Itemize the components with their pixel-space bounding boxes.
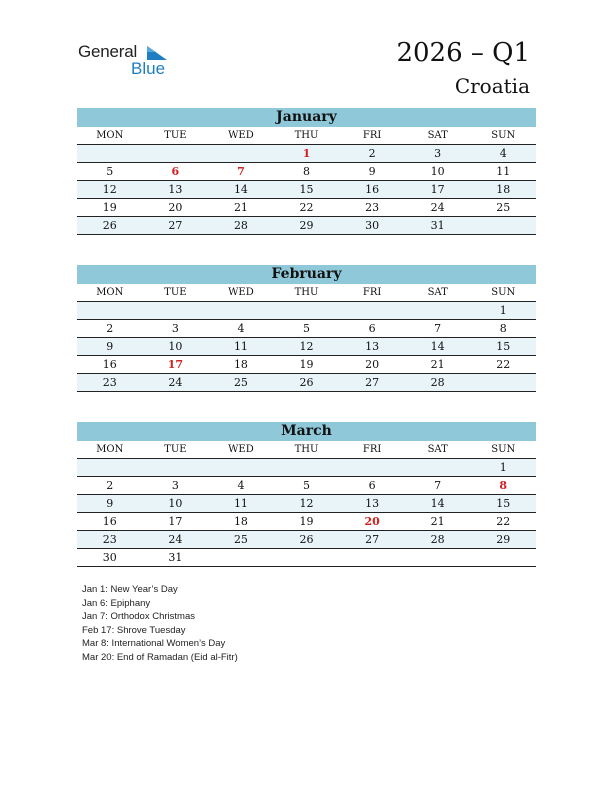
day-cell: 9	[368, 165, 376, 178]
day-cell: 26	[299, 533, 314, 546]
empty-cell	[339, 549, 405, 566]
day-cell: 3	[171, 322, 179, 335]
weekday-label: MON	[96, 130, 124, 141]
week-row	[77, 320, 536, 338]
day-cell: 20	[364, 515, 380, 528]
day-cell: 23	[102, 533, 117, 546]
day-cell: 25	[496, 201, 511, 214]
empty-cell	[208, 549, 274, 566]
holiday-note: Feb 17: Shrove Tuesday	[82, 624, 186, 636]
weekday-label: SAT	[427, 444, 448, 455]
brand-logo	[78, 42, 178, 78]
day-cell: 28	[430, 533, 445, 546]
week-row	[77, 145, 536, 163]
day-cell: 29	[496, 533, 511, 546]
week-row	[77, 356, 536, 374]
empty-cell	[143, 302, 209, 319]
week-row	[77, 163, 536, 181]
day-cell: 4	[237, 322, 245, 335]
day-cell: 17	[167, 358, 184, 371]
day-cell: 18	[233, 358, 248, 371]
month-title: February	[77, 265, 536, 284]
day-cell: 9	[106, 497, 114, 510]
empty-cell	[470, 217, 536, 234]
day-cell: 2	[106, 322, 114, 335]
month-march	[77, 422, 536, 567]
day-cell: 1	[499, 304, 507, 317]
weekday-label: WED	[228, 130, 254, 141]
holiday-note: Jan 1: New Year’s Day	[82, 584, 178, 595]
day-cell: 10	[168, 340, 183, 353]
day-cell: 13	[365, 497, 380, 510]
day-cell: 14	[430, 497, 445, 510]
day-cell: 16	[102, 515, 117, 528]
day-cell: 15	[299, 183, 314, 196]
day-cell: 6	[171, 165, 180, 178]
day-cell: 12	[299, 340, 314, 353]
week-row	[77, 217, 536, 235]
day-cell: 6	[368, 479, 376, 492]
weekday-label: FRI	[362, 130, 382, 141]
day-cell: 5	[303, 322, 311, 335]
day-cell: 19	[102, 201, 117, 214]
day-cell: 31	[168, 551, 183, 564]
week-row	[77, 374, 536, 392]
week-row	[77, 477, 536, 495]
week-row	[77, 302, 536, 320]
day-cell: 15	[496, 340, 511, 353]
day-cell: 8	[303, 165, 311, 178]
day-cell: 29	[299, 219, 314, 232]
empty-cell	[274, 549, 340, 566]
weekday-label: SAT	[427, 287, 448, 298]
day-cell: 18	[496, 183, 511, 196]
day-cell: 11	[233, 340, 248, 353]
day-cell: 26	[102, 219, 117, 232]
day-cell: 30	[102, 551, 117, 564]
weekday-label: WED	[228, 287, 254, 298]
day-cell: 23	[365, 201, 380, 214]
day-cell: 17	[430, 183, 445, 196]
week-row	[77, 199, 536, 217]
day-cell: 4	[499, 147, 507, 160]
weekday-row	[77, 127, 536, 145]
day-cell: 18	[233, 515, 248, 528]
empty-cell	[405, 302, 471, 319]
day-cell: 27	[365, 376, 380, 389]
weekday-label: MON	[96, 287, 124, 298]
holiday-notes	[82, 583, 238, 664]
day-cell: 4	[237, 479, 245, 492]
day-cell: 11	[233, 497, 248, 510]
weekday-label: WED	[228, 444, 254, 455]
day-cell: 8	[499, 322, 507, 335]
day-cell: 19	[299, 358, 314, 371]
day-cell: 22	[496, 358, 511, 371]
day-cell: 21	[233, 201, 248, 214]
day-cell: 16	[102, 358, 117, 371]
day-cell: 19	[299, 515, 314, 528]
day-cell: 10	[430, 165, 445, 178]
day-cell: 3	[171, 479, 179, 492]
empty-cell	[208, 145, 274, 162]
holiday-note: Jan 6: Epiphany	[82, 597, 151, 609]
holiday-note: Mar 8: International Women’s Day	[82, 638, 226, 649]
week-row	[77, 181, 536, 199]
week-row	[77, 549, 536, 567]
empty-cell	[405, 549, 471, 566]
page-title: 2026 – Q1	[396, 38, 530, 68]
day-cell: 26	[299, 376, 314, 389]
empty-cell	[274, 302, 340, 319]
day-cell: 21	[430, 358, 445, 371]
month-february	[77, 265, 536, 392]
week-row	[77, 459, 536, 477]
country-name: Croatia	[454, 74, 530, 98]
day-cell: 1	[499, 461, 507, 474]
holiday-note: Jan 7: Orthodox Christmas	[82, 611, 195, 622]
month-title: January	[77, 108, 536, 127]
day-cell: 14	[430, 340, 445, 353]
day-cell: 1	[302, 147, 311, 160]
day-cell: 5	[106, 165, 114, 178]
weekday-label: THU	[294, 287, 319, 298]
day-cell: 31	[430, 219, 445, 232]
day-cell: 24	[430, 201, 445, 214]
day-cell: 22	[299, 201, 314, 214]
day-cell: 8	[499, 479, 508, 492]
weekday-row	[77, 284, 536, 302]
empty-cell	[208, 302, 274, 319]
day-cell: 13	[168, 183, 183, 196]
weekday-label: THU	[294, 444, 319, 455]
day-cell: 21	[430, 515, 445, 528]
day-cell: 5	[303, 479, 311, 492]
week-row	[77, 513, 536, 531]
empty-cell	[77, 459, 143, 476]
day-cell: 7	[237, 165, 245, 178]
empty-cell	[208, 459, 274, 476]
day-cell: 24	[168, 376, 183, 389]
weekday-label: SUN	[491, 444, 516, 455]
empty-cell	[77, 145, 143, 162]
weekday-label: SUN	[491, 130, 516, 141]
holiday-note: Mar 20: End of Ramadan (Eid al-Fitr)	[82, 651, 238, 663]
weekday-label: FRI	[362, 287, 382, 298]
day-cell: 2	[106, 479, 114, 492]
day-cell: 27	[168, 219, 183, 232]
weekday-label: TUE	[164, 444, 187, 455]
empty-cell	[77, 302, 143, 319]
day-cell: 20	[365, 358, 380, 371]
day-cell: 15	[496, 497, 511, 510]
weekday-label: THU	[294, 130, 319, 141]
empty-cell	[143, 145, 209, 162]
empty-cell	[274, 459, 340, 476]
day-cell: 16	[365, 183, 380, 196]
day-cell: 17	[168, 515, 183, 528]
day-cell: 25	[233, 533, 248, 546]
logo-flag-icon	[147, 46, 167, 60]
week-row	[77, 531, 536, 549]
day-cell: 23	[102, 376, 117, 389]
day-cell: 2	[368, 147, 376, 160]
day-cell: 22	[496, 515, 511, 528]
logo-text-blue: Blue	[131, 59, 166, 78]
empty-cell	[143, 459, 209, 476]
day-cell: 24	[168, 533, 183, 546]
logo-text-general: General	[78, 42, 138, 61]
day-cell: 28	[430, 376, 445, 389]
weekday-label: SAT	[427, 130, 448, 141]
day-cell: 12	[102, 183, 117, 196]
day-cell: 20	[168, 201, 183, 214]
month-january	[77, 108, 536, 235]
weekday-label: TUE	[164, 130, 187, 141]
weekday-label: FRI	[362, 444, 382, 455]
day-cell: 7	[434, 479, 442, 492]
day-cell: 30	[365, 219, 380, 232]
day-cell: 12	[299, 497, 314, 510]
week-row	[77, 495, 536, 513]
empty-cell	[339, 459, 405, 476]
empty-cell	[470, 549, 536, 566]
day-cell: 10	[168, 497, 183, 510]
day-cell: 28	[233, 219, 248, 232]
day-cell: 6	[368, 322, 376, 335]
day-cell: 11	[496, 165, 511, 178]
empty-cell	[470, 374, 536, 391]
weekday-label: TUE	[164, 287, 187, 298]
day-cell: 3	[434, 147, 442, 160]
day-cell: 27	[365, 533, 380, 546]
empty-cell	[339, 302, 405, 319]
day-cell: 7	[434, 322, 442, 335]
weekday-label: MON	[96, 444, 124, 455]
week-row	[77, 338, 536, 356]
month-title: March	[77, 422, 536, 441]
weekday-row	[77, 441, 536, 459]
day-cell: 9	[106, 340, 114, 353]
weekday-label: SUN	[491, 287, 516, 298]
day-cell: 13	[365, 340, 380, 353]
day-cell: 25	[233, 376, 248, 389]
day-cell: 14	[233, 183, 248, 196]
empty-cell	[405, 459, 471, 476]
